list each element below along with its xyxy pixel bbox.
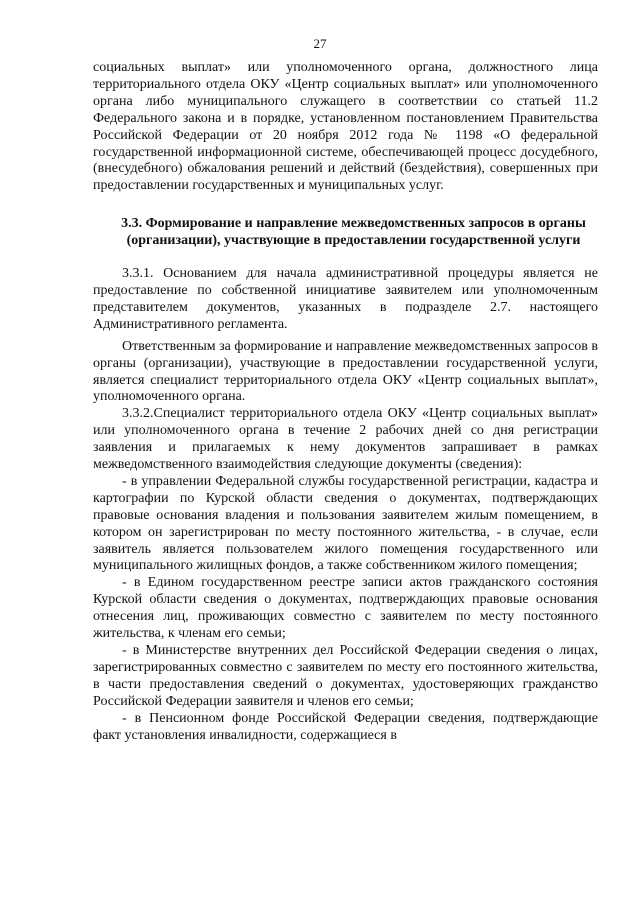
paragraph-appeal-continuation: социальных выплат» или уполномоченного органа, должностного лица территориального отдела ОКУ «Центр социальных выплат» или уполномоченного органа либо муниципального служащего в соответствии со статьей 11.2 Федерального закона и в порядке, установленном постановлением Правительства Российской Федерации от 20 ноября 2012 года № 1198 «О федеральной государственной информационной системе, обеспечивающей процесс досудебного, (внесудебного) обжалования решений и действий (бездействия), совершенных при предоставлении государственных и муниципальных услуг. bbox=[93, 60, 598, 194]
section-heading-3-3: 3.3. Формирование и направление межведомственных запросов в органы (организации), участвующие в предоставлении государственной услуги bbox=[121, 216, 586, 249]
paragraph-3-3-1: 3.3.1. Основанием для начала административной процедуры является не предоставление по собственной инициативе заявителем или уполномоченным представителем документов, указанных в подразделе 2.7. настоящего Административного регламента. bbox=[93, 266, 598, 332]
page-content bbox=[93, 60, 598, 744]
paragraph-3-3-2: 3.3.2.Специалист территориального отдела ОКУ «Центр социальных выплат» или уполномоченного органа в течение 2 рабочих дней со дня регистрации заявления и прилагаемых к нему документов запрашивает в рамках межведомственного взаимодействия следующие документы (сведения): bbox=[93, 406, 598, 473]
list-item-rosreestr: - в управлении Федеральной службы государственной регистрации, кадастра и картографии по Курской области сведения о документах, подтверждающих правовые основания владения и пользования заявителем жилым помещением, в котором он зарегистрирован по месту постоянного жительства, - в случае, если заявитель является пользователем жилого помещения государственного или муниципального жилищных фондов, а также собственником жилого помещения; bbox=[93, 473, 598, 574]
list-item-mvd: - в Министерстве внутренних дел Российской Федерации сведения о лицах, зарегистрированных совместно с заявителем по месту его постоянного жительства, в части предоставления сведений о документах, удостоверяющих гражданство Российской Федерации заявителя и членов его семьи; bbox=[93, 643, 598, 709]
list-item-zags: - в Едином государственном реестре записи актов гражданского состояния Курской области сведения о документах, подтверждающих правовые основания отнесения лиц, проживающих совместно с заявителем по месту постоянного жительства, к членам его семьи; bbox=[93, 575, 598, 642]
page-number: 27 bbox=[313, 36, 327, 51]
list-item-pension-fund: - в Пенсионном фонде Российской Федерации сведения, подтверждающие факт установления инвалидности, содержащиеся в bbox=[93, 710, 598, 743]
paragraph-responsible: Ответственным за формирование и направление межведомственных запросов в органы (организации), участвующие в предоставлении государственной услуги, является специалист территориального отдела ОКУ «Центр социальных выплат», уполномоченного органа. bbox=[93, 338, 598, 405]
